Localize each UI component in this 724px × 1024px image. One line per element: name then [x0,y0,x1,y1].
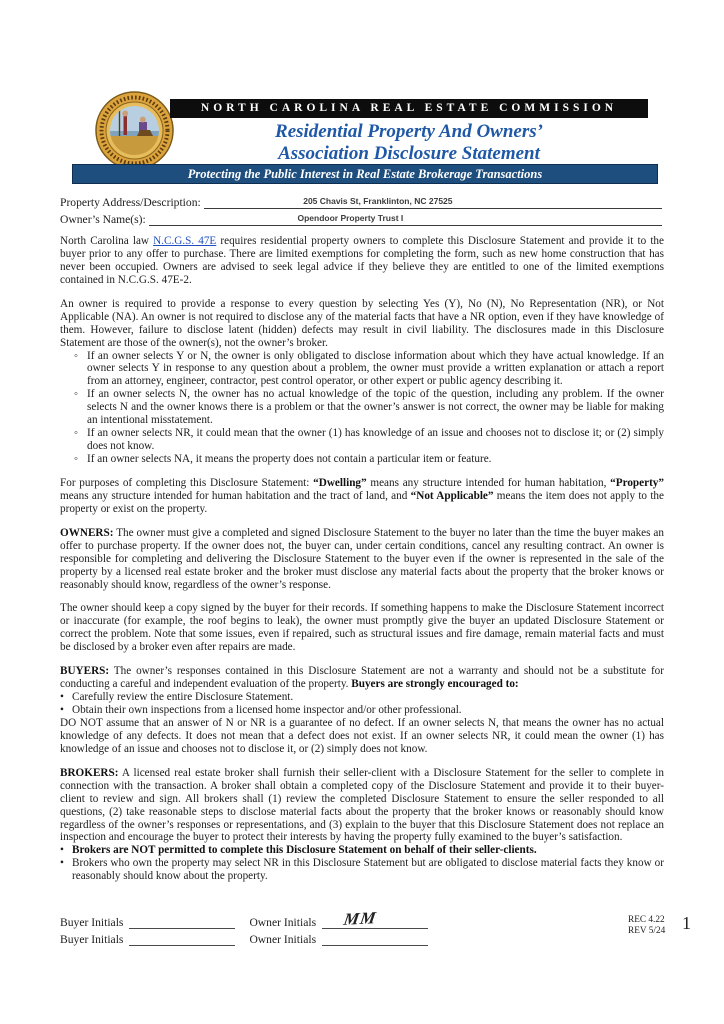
paragraph-do-not-assume: DO NOT assume that an answer of N or NR is a guarantee of no defect. If an owner selects N, that means the owner has no actual knowledge of any defects. It does not mean that a defect does not exist. If an owner selects NR, it could mean the owner (1) has knowledge of an issue and chooses not to disclose it, or (2) simply does not know. [60,716,664,755]
form-fields [60,193,662,227]
initials-row-1 [60,908,700,929]
buyer-initials-line[interactable] [129,914,235,929]
term-property: “Property” [610,476,664,489]
rec-number: REC 4.22 [628,915,665,925]
bullet-marker: ◦ [74,349,78,362]
definitions-text: means the item does not apply to the property or exist on the property. [60,489,664,515]
paragraph-owner-copy: The owner should keep a copy signed by the buyer for their records. If something happens to make the Disclosure Statement incorrect or inaccurate (for example, the roof begins to leak), the owner must promptly give the buyer an updated Disclosure Statement or correct the problem. Note that some issues, even if repaired, such as structural issues and fire damage, remain material facts and must be disclosed by a broker even after repairs are made. [60,602,664,654]
document-title [150,121,668,164]
list-item-text: Obtain their own inspections from a licensed home inspector and/or other professional. [72,704,462,716]
paragraph-definitions [60,477,664,516]
bullet-marker: • [60,857,64,870]
owner-initials-line[interactable] [322,908,428,929]
list-item-text: If an owner selects NR, it could mean that the owner (1) has knowledge of an issue and chooses not to disclose it; or (2) simply does not know. [87,427,664,453]
bullet-marker: ◦ [74,427,78,440]
owner-initials-label: Owner Initials [249,916,317,929]
commission-banner: NORTH CAROLINA REAL ESTATE COMMISSION [170,99,648,118]
owner-initials-line[interactable] [322,931,428,946]
buyers-encouraged-text: Buyers are strongly encouraged to: [351,678,519,691]
list-item [74,427,664,453]
bullet-marker: • [60,704,64,716]
buyer-initials-label: Buyer Initials [60,933,124,946]
property-address-value: 205 Chavis St, Franklinton, NC 27525 [303,196,453,206]
initials-row-2 [60,929,700,946]
brokers-not-permitted-text: Brokers are NOT permitted to complete this Disclosure Statement on behalf of their seller-clients. [72,844,537,857]
paragraph-buyers [60,665,664,691]
owner-name-row [60,210,662,226]
tagline-banner: Protecting the Public Interest in Real Estate Brokerage Transactions [72,164,658,184]
owner-name-label: Owner’s Name(s): [60,213,146,226]
ncgs-post-text: requires residential property owners to complete this Disclosure Statement and provide it to the buyer prior to any offer to purchase. There are limited exemptions for completing the form, such as new home construction that has never been occupied. Owners are advised to seek legal advice if they believe they are entitled to one of the limited exemptions contained in N.C.G.S. 47E-2. [60,235,664,286]
paragraph-owners [60,527,664,592]
buyer-initials-label: Buyer Initials [60,916,124,929]
initials-footer [60,908,700,946]
list-item [74,453,664,466]
list-item-text: If an owner selects NA, it means the property does not contain a particular item or feature. [87,453,492,465]
property-address-row [60,193,662,209]
brokers-list [60,844,664,883]
property-address-line[interactable] [204,194,662,209]
owner-name-line[interactable] [149,211,662,226]
list-item-text: Carefully review the entire Disclosure Statement. [72,691,294,704]
brokers-heading: BROKERS: [60,766,119,779]
paragraph-brokers [60,767,664,845]
list-item-text: Brokers who own the property may select NR in this Disclosure Statement but are obligated to disclose material facts they know or reasonably should know about the property. [72,857,664,883]
buyers-text: The owner’s responses contained in this Disclosure Statement are not a warranty and should not be a substitute for conducting a careful and independent evaluation of the property. [60,665,664,691]
owner-initials-signature: MM [342,908,379,929]
buyers-list [60,691,664,717]
bullet-marker: • [60,844,64,857]
definitions-text: means any structure intended for human habitation, [366,476,611,489]
ncgs-47e-link[interactable]: N.C.G.S. 47E [153,235,217,247]
list-item [60,857,664,883]
response-options-list [60,350,664,466]
buyer-initials-line[interactable] [129,931,235,946]
list-item [74,388,664,427]
owners-heading: OWNERS: [60,526,114,539]
owners-text: The owner must give a completed and signed Disclosure Statement to the buyer no later than the time the buyer makes an offer to purchase property. If the owner does not, the buyer can, under certain conditions, cancel any resulting contract. An owner is responsible for completing and delivering the Disclosure Statement to the buyer even if the owner is represented in the sale of the property by a licensed real estate broker and the broker must disclose any material facts about the property that the broker knows or reasonably should know, regardless of the owner’s response. [60,526,664,591]
rev-date: REV 5/24 [628,925,666,936]
list-item [60,704,664,717]
bullet-marker: • [60,691,64,704]
buyers-heading: BUYERS: [60,665,110,678]
bullet-marker: ◦ [74,388,78,401]
page-number: 1 [682,913,691,933]
definitions-text: For purposes of completing this Disclosure Statement: [60,476,314,489]
owner-initials-label: Owner Initials [249,933,317,946]
list-item-text: If an owner selects N, the owner has no actual knowledge of the topic of the question, including any problem. If the owner selects N and the owner knows there is a problem or that the owner’s answer is not correct, the owner may be liable for making an intentional misstatement. [87,388,664,427]
paragraph-ncgs-law [60,235,664,287]
term-dwelling: “Dwelling” [313,476,367,489]
document-body [60,235,664,883]
definitions-text: means any structure intended for human habitation and the tract of land, and [60,489,411,502]
list-item [60,691,664,704]
title-line2: Association Disclosure Statement [278,142,540,164]
bullet-marker: ◦ [74,453,78,465]
paragraph-response-options: An owner is required to provide a response to every question by selecting Yes (Y), No (N), No Representation (NR), or Not Applicable (NA). An owner is not required to disclose any of the material facts that have a NR option, even if they have knowledge of them. However, failure to disclose latent (hidden) defects may result in civil liability. The disclosures made in this Disclosure Statement are those of the owner(s), not the owner’s broker. [60,297,664,349]
owner-name-value: Opendoor Property Trust I [297,213,404,223]
ncgs-pre-text: North Carolina law [60,235,154,247]
list-item [74,350,664,389]
property-address-label: Property Address/Description: [60,196,201,209]
term-not-applicable: “Not Applicable” [410,489,494,502]
title-line1: Residential Property And Owners’ [275,121,543,142]
brokers-text: A licensed real estate broker shall furnish their seller-client with a Disclosure Statement for the seller to complete in connection with the transaction. A broker shall obtain a completed copy of the Disclosure Statement and provide it to their buyer-client to review and sign. All brokers shall (1) review the completed Disclosure Statement to ensure the seller responded to all questions, (2) take reasonable steps to disclose material facts about the property that the broker knows or reasonably should know regardless of the owner’s responses or representations, and (3) explain to the buyer that this Disclosure Statement does not replace an inspection and encourage the buyer to protect their interests by having the property fully examined to the buyer’s satisfaction. [60,766,664,844]
form-revision-info [628,915,665,936]
list-item [60,844,664,857]
list-item-text: If an owner selects Y or N, the owner is only obligated to disclose information about which they have actual knowledge. If an owner selects Y in response to any question about a problem, the owner must provide a written explanation or attach a report from an attorney, engineer, contractor, pest control operator, or other expert or public agency describing it. [87,349,664,388]
